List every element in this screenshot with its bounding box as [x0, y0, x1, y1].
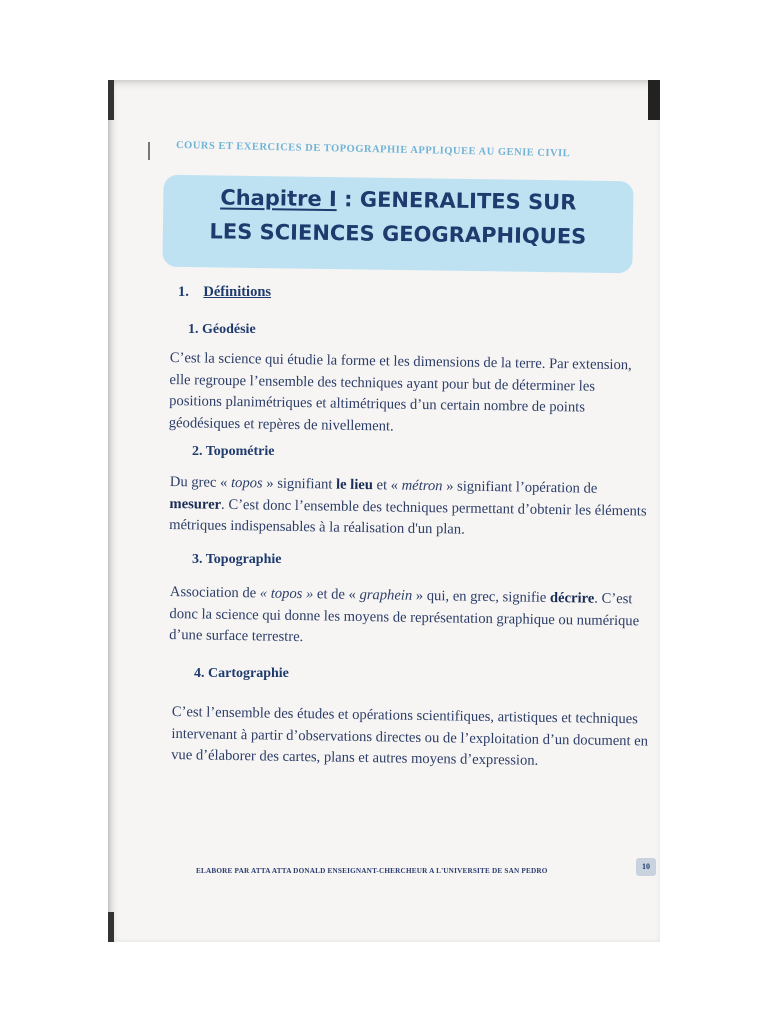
text-run: . C’est donc l’ensemble des techniques permettant d’obtenir les éléments métriques indispensables à la réalisation d'un plan.: [169, 496, 647, 538]
term-metron: métron: [401, 477, 443, 495]
term-mesurer: mesurer: [169, 495, 222, 513]
term-topos: topos: [230, 474, 263, 492]
text-run: et «: [372, 477, 402, 494]
term-decrire: décrire: [549, 589, 595, 607]
running-footer: ELABORE PAR ATTA ATTA DONALD ENSEIGNANT-CHERCHEUR A L'UNIVERSITE DE SAN PEDRO: [196, 867, 548, 875]
term-le-lieu: le lieu: [335, 476, 374, 494]
text-run: » signifiant l’opération de: [442, 478, 598, 497]
paragraph-geodesie: C’est la science qui étudie la forme et les dimensions de la terre. Par extension, elle regroupe l’ensemble des techniques ayant pour but de déterminer les positions planimétriques et altimétriques d’un certain nombre de points géodésiques et repères de nivellement.: [168, 349, 632, 435]
text-run: Du grec «: [169, 473, 232, 491]
subsection-heading-cartographie: 4. Cartographie: [194, 666, 289, 681]
chapter-label: Chapitre I: [220, 185, 337, 212]
running-header: COURS ET EXERCICES DE TOPOGRAPHIE APPLIQUEE AU GENIE CIVIL: [175, 140, 571, 160]
section-number: 1.: [178, 284, 189, 300]
text-run: » signifiant: [262, 475, 337, 493]
text-run: et de «: [313, 586, 360, 603]
subsection-heading-topometrie: 2. Topométrie: [192, 444, 275, 459]
text-run: » qui, en grec, signifie: [412, 587, 551, 606]
document-page: [108, 80, 660, 942]
paragraph-topographie: [169, 582, 648, 654]
section-heading: [178, 284, 271, 301]
text-run: . C’est donc la science qui donne les moyens de représentation graphique ou numérique d’une surface terrestre.: [169, 590, 640, 646]
page-number: 10: [636, 858, 656, 876]
paragraph-topometrie: [169, 472, 648, 544]
chapter-title-line-2: LES SCIENCES GEOGRAPHIQUES: [209, 219, 587, 249]
chapter-title-part: : GENERALITES SUR: [336, 187, 577, 215]
subsection-heading-topographie: 3. Topographie: [192, 552, 282, 567]
section-title: Définitions: [203, 284, 272, 300]
paragraph-cartographie: C’est l’ensemble des études et opérations scientifiques, artistiques et techniques intervenant à partir d’observations directes ou de l’exploitation d’un document en vue d’élaborer des cartes, plans et autres moyens d’expression.: [171, 703, 649, 769]
text-run: Association de: [169, 583, 260, 602]
term-graphein: graphein: [359, 586, 413, 604]
term-topos: « topos »: [259, 585, 314, 603]
page-content: [108, 80, 660, 942]
subsection-heading-geodesie: 1. Géodésie: [188, 322, 256, 337]
